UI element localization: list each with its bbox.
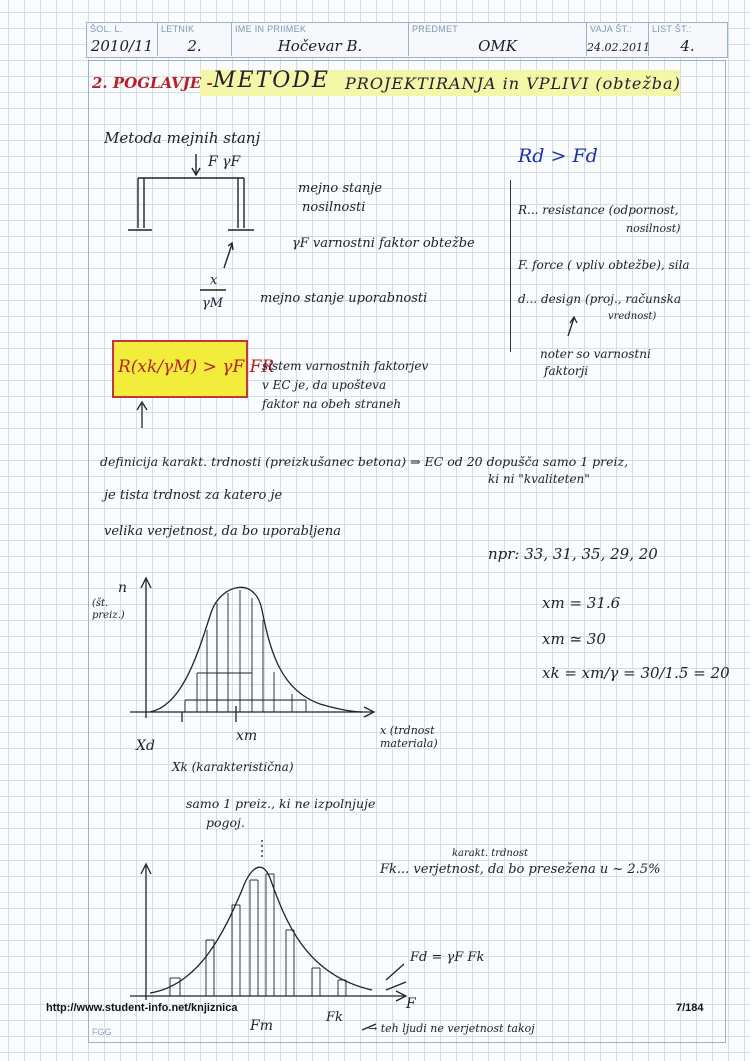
header-list: LIST ŠT.: 4.: [652, 24, 695, 55]
sistem-1: sistem varnostnih faktorjev: [262, 359, 429, 373]
fk-definition: Fk... verjetnost, da bo presežena u ~ 2.5%: [380, 862, 661, 877]
definition-2: je tista trdnost za katero je: [104, 488, 283, 503]
xm-approx: xm ≃ 30: [542, 630, 606, 648]
definition-3: velika verjetnost, da bo uporabljena: [104, 524, 341, 539]
definition-1: definicija karakt. trdnosti (preizkušanec betona) ⇒ EC od 20 dopušča samo 1 preiz,: [100, 454, 629, 469]
r-line-1: R... resistance (odpornost,: [518, 203, 679, 217]
xk-equation: xk = xm/γ = 30/1.5 = 20: [542, 664, 730, 682]
fk-note: → teh ljudi ne verjetnost takoj: [368, 1022, 535, 1035]
xm-value: xm = 31.6: [542, 594, 621, 612]
samo-1: samo 1 preiz., ki ne izpolnjuje: [186, 796, 376, 811]
samo-2: pogoj.: [206, 815, 245, 830]
fm-label: Fm: [250, 1018, 273, 1034]
header-ime: IME IN PRIIMEK Hočevar B.: [232, 23, 409, 56]
xm-label: xm: [236, 728, 258, 744]
xk-label: Xk (karakteristična): [172, 760, 294, 774]
x-over: x: [210, 273, 218, 288]
graph1: [130, 578, 374, 722]
graph1-n-sub: (št. preiz.): [92, 598, 125, 621]
notes-1: noter so varnostni: [540, 347, 651, 361]
r-line-2: nosilnost): [626, 222, 681, 235]
footer-fgg: FGG: [92, 1027, 112, 1037]
header-predmet: PREDMET OMK: [409, 23, 587, 56]
chapter-label: 2. POGLAVJE -: [92, 74, 213, 92]
header-vaja: VAJA ŠT.: 24.02.2011: [587, 24, 650, 54]
notes-2: faktorji: [544, 364, 589, 378]
header-letnik: LETNIK 2.: [158, 23, 232, 56]
xd-label: Xd: [136, 738, 155, 754]
gamma-m: γM: [202, 296, 224, 311]
fd-equation: Fd = γF Fk: [410, 950, 485, 965]
rd-fd: Rd > Fd: [518, 145, 598, 167]
mejno-uporabnosti: mejno stanje uporabnosti: [260, 291, 428, 306]
mejno-nosilnosti-1: mejno stanje: [298, 181, 383, 196]
formula: R(xk/γM) > γF FR: [118, 357, 275, 377]
graph1-x-label: x (trdnost materiala): [380, 724, 438, 751]
f-axis-label: F: [406, 996, 416, 1012]
metoda-heading: Metoda mejnih stanj: [104, 129, 261, 147]
sistem-3: faktor na obeh straneh: [262, 397, 402, 411]
title-main: METODE: [213, 68, 330, 93]
footer-url[interactable]: http://www.student-info.net/knjiznica: [46, 1002, 238, 1014]
d-line-2: vrednost): [608, 311, 657, 322]
footer-page: 7/184: [676, 1002, 704, 1014]
mejno-nosilnosti-2: nosilnosti: [302, 200, 366, 215]
graph1-n-label: n: [118, 580, 128, 596]
fk-def-top: karakt. trdnost: [452, 848, 529, 859]
gamma-f-text: γF varnostni faktor obtežbe: [292, 236, 475, 251]
definition-1b: ki ni "kvaliteten": [488, 472, 590, 486]
f-line: F. force ( vpliv obtežbe), sila: [518, 258, 690, 272]
frame-sketch: [128, 154, 254, 290]
fk-label: Fk: [326, 1010, 343, 1025]
force-label: F γF: [208, 154, 241, 170]
d-line-1: d... design (proj., računska: [518, 292, 682, 306]
example-values: npr: 33, 31, 35, 29, 20: [488, 545, 658, 563]
header-sol: ŠOL. L. 2010/11: [87, 23, 158, 56]
title-rest: PROJEKTIRANJA in VPLIVI (obtežba): [345, 74, 681, 93]
sistem-2: v EC je, da upošteva: [262, 378, 387, 392]
